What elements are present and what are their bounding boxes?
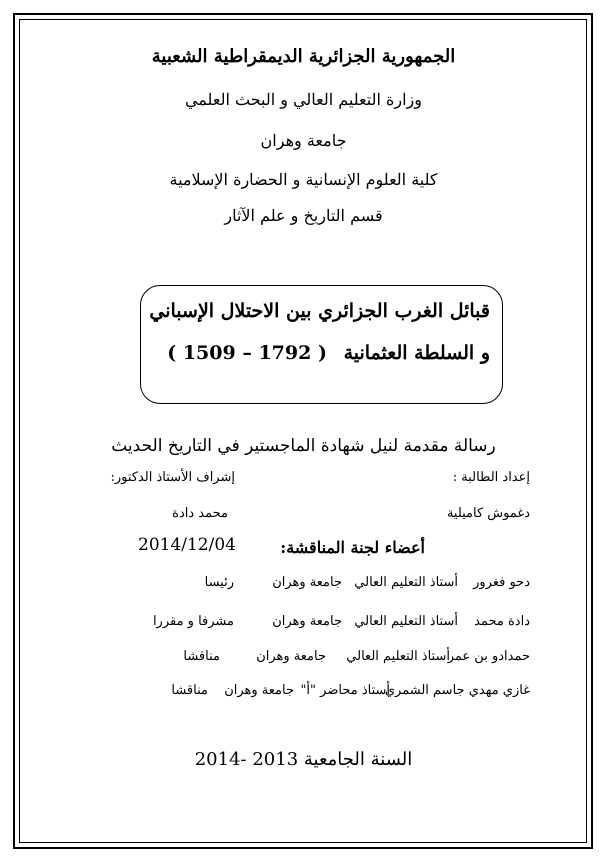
committee-member-row [205, 575, 530, 590]
member-name: دادة محمد [474, 614, 530, 629]
thesis-subtitle: رسالة مقدمة لنيل شهادة الماجستير في التاريخ الحديث [111, 436, 496, 456]
thesis-title-line2 [167, 342, 490, 364]
member-university: جامعة وهران [272, 575, 342, 590]
member-rank: أستاذ محاضر "أ" [300, 683, 390, 698]
member-rank: أستاذ التعليم العالي [346, 649, 450, 664]
student-label: إعداد الطالبة : [452, 470, 530, 485]
university-heading: جامعة وهران [260, 131, 347, 150]
member-name: دحو فغرور [473, 575, 530, 590]
committee-member-row [153, 614, 530, 629]
thesis-title-line2-text: و السلطة العثمانية [343, 342, 490, 364]
defense-date: 2014/12/04 [138, 535, 236, 555]
member-university: جامعة وهران [224, 683, 294, 698]
student-name: دغموش كاميلية [446, 506, 530, 521]
member-university: جامعة وهران [256, 649, 326, 664]
republic-heading: الجمهورية الجزائرية الديمقراطية الشعبية [151, 46, 456, 67]
member-name: غازي مهدي جاسم الشمري [384, 683, 530, 698]
faculty-heading: كلية العلوم الإنسانية و الحضارة الإسلامية [169, 170, 438, 189]
member-role: مناقشا [171, 683, 208, 698]
department-heading: قسم التاريخ و علم الآثار [224, 206, 383, 225]
committee-member-row [183, 649, 530, 664]
member-role: رئيسا [204, 575, 234, 590]
member-role: مناقشا [183, 649, 220, 664]
academic-year: السنة الجامعية 2013 -2014 [194, 749, 413, 770]
member-rank: أستاذ التعليم العالي [354, 575, 458, 590]
member-rank: أستاذ التعليم العالي [354, 614, 458, 629]
member-name: حمدادو بن عمر [447, 649, 530, 664]
committee-member-row [171, 683, 530, 698]
member-role: مشرفا و مقررا [152, 614, 234, 629]
ministry-heading: وزارة التعليم العالي و البحث العلمي [184, 90, 423, 109]
member-university: جامعة وهران [272, 614, 342, 629]
thesis-title-box [140, 285, 503, 404]
supervisor-label: إشراف الأستاذ الدكتور: [110, 470, 235, 485]
supervisor-name: محمد دادة [172, 506, 228, 521]
thesis-title-years: ( 1509 – 1792 ) [167, 342, 327, 364]
committee-heading: أعضاء لجنة المناقشة: [280, 538, 425, 557]
thesis-title-line1: قبائل الغرب الجزائري بين الاحتلال الإسباني [149, 300, 490, 322]
